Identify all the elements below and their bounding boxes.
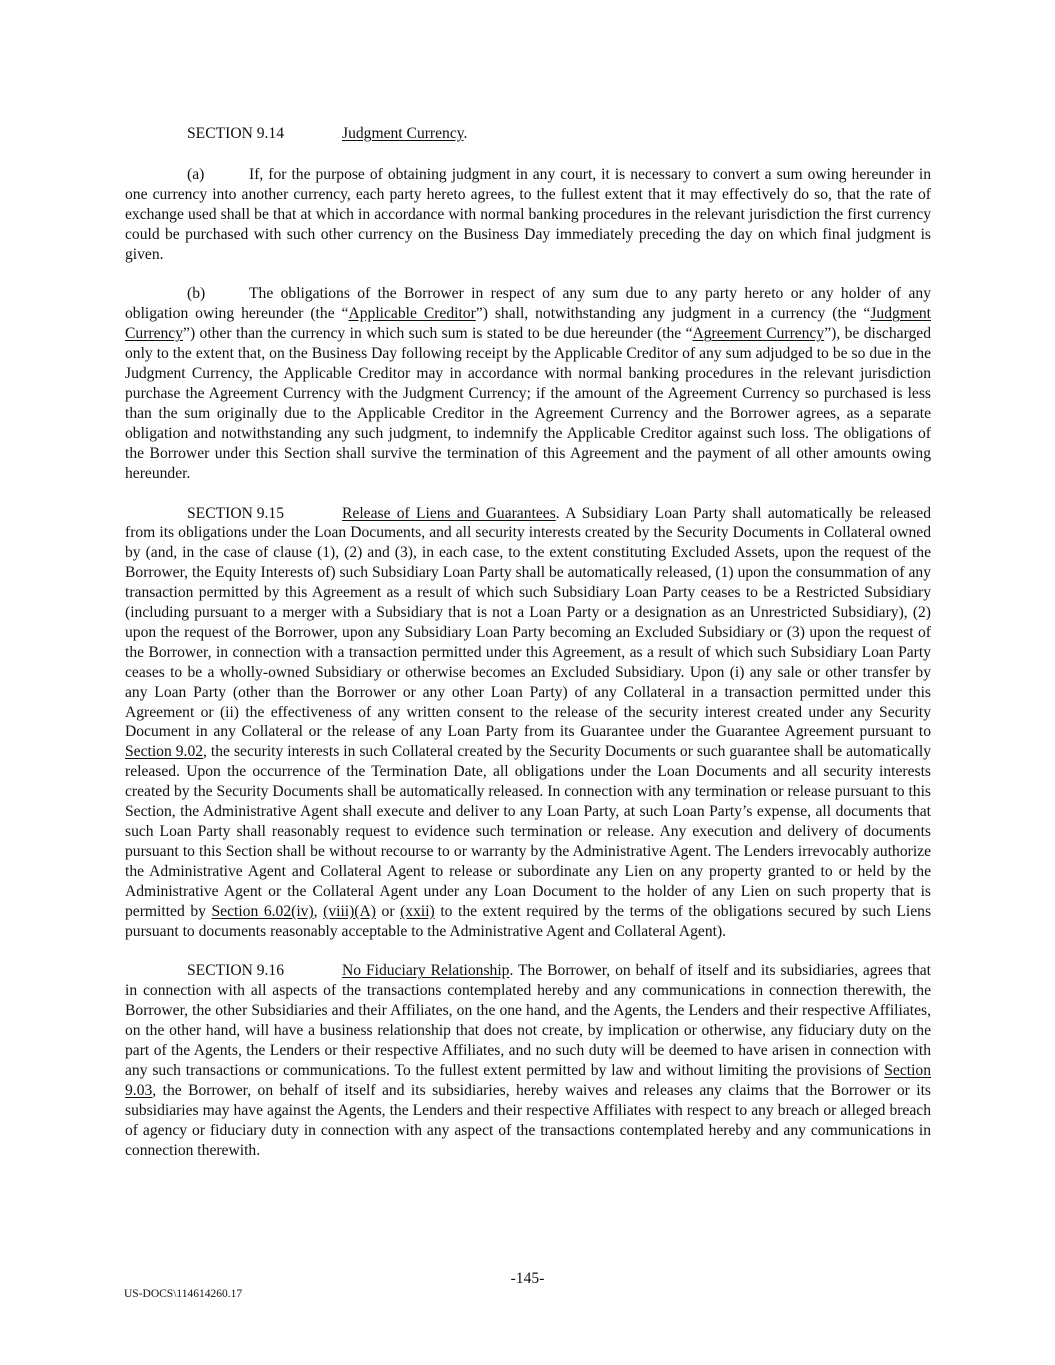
section-number: SECTION 9.16: [187, 962, 285, 980]
section-number: SECTION 9.14: [187, 125, 285, 142]
paragraph-text: If, for the purpose of obtaining judgment in any court, it is necessary to convert a sum owing hereunder in one currency into another currency, each party hereto agrees, to the fullest extent that it may effectively do so, that the rate of exchange used shall be that at which in accordance with normal banking procedures in the relevant jurisdiction the first currency could be purchased with such other currency on the Business Day immediately preceding the day on which final judgment is given.: [125, 165, 931, 263]
section-title: Judgment Currency: [342, 125, 464, 142]
cross-reference: (viii)(A): [323, 902, 376, 920]
page-number: -145-: [510, 1270, 545, 1287]
cross-reference: Section 9.03: [125, 1061, 931, 1099]
cross-reference: Section 6.02(iv): [211, 902, 314, 920]
defined-term: Applicable Creditor: [348, 305, 476, 323]
section-9-14-heading: SECTION 9.14 Judgment Currency.: [187, 125, 468, 142]
section-number: SECTION 9.15: [187, 504, 285, 522]
document-page: [125, 124, 931, 1181]
section-9-15-paragraph: SECTION 9.15 Release of Liens and Guarantees. A Subsidiary Loan Party shall automatically be released from its obligations under the Loan Documents, and all security interests created by the Security Documents in Collateral owned by (and, in the case of clause (1), (2) and (3), in each case, to the extent constituting Excluded Assets, upon the request of the Borrower, the Equity Interests of) such Subsidiary Loan Party shall be automatically released, (1) upon the consummation of any transaction permitted by this Agreement as a result of which such Subsidiary Loan Party ceases to be a Restricted Subsidiary (including pursuant to a merger with a Subsidiary that is not a Loan Party or a designation as an Unrestricted Subsidiary), (2) upon the request of the Borrower, upon any Subsidiary Loan Party becoming an Excluded Subsidiary or (3) upon the request of the Borrower, in connection with a transaction permitted under this Agreement, as a result of which such Subsidiary Loan Party ceases to be a wholly-owned Subsidiary or otherwise becomes an Excluded Subsidiary. Upon (i) any sale or other transfer by any Loan Party (other than the Borrower or any other Loan Party) of any Collateral in a transaction permitted under this Agreement or (ii) the effectiveness of any written consent to the release of the security interest created under any Security Document in any Collateral or the release of any Loan Party from its Guarantee under the Guarantee Agreement pursuant to Section 9.02, the security interests in such Collateral created by the Security Documents or such guarantee shall be automatically released. Upon the occurrence of the Termination Date, all obligations under the Loan Documents and all security interests created by the Security Documents shall be automatically released. In connection with any termination or release pursuant to this Section, the Administrative Agent shall execute and deliver to any Loan Party, at such Loan Party’s expense, all documents that such Loan Party shall reasonably request to evidence such termination or release. Any execution and delivery of documents pursuant to this Section shall be without recourse to or warranty by the Administrative Agent. The Lenders irrevocably authorize the Administrative Agent and Collateral Agent to release or subordinate any Lien on any property granted to or held by the Administrative Agent or the Collateral Agent under any Loan Document to the holder of any Lien on such property that is permitted by Section 6.02(iv), (viii)(A) or (xxii) to the extent required by the terms of the obligations secured by such Liens pursuant to documents reasonably acceptable to the Administrative Agent and Collateral Agent).: [125, 504, 932, 940]
document-id: US-DOCS\114614260.17: [124, 1288, 243, 1300]
section-title: No Fiduciary Relationship: [342, 962, 510, 980]
defined-term: Agreement Currency: [692, 325, 825, 343]
section-9-14-paragraph-a: [125, 165, 931, 265]
section-9-14-paragraph-b: (b) The obligations of the Borrower in respect of any sum due to any party hereto or any holder of any obligation owing hereunder (the “Applicable Creditor”) shall, notwithstanding any judgment in a currency (the “Judgment Currency”) other than the currency in which such sum is stated to be due hereunder (the “Agreement Currency”), be discharged only to the extent that, on the Business Day following receipt by the Applicable Creditor of any sum adjudged to be so due in the Judgment Currency, the Applicable Creditor may in accordance with normal banking procedures in the relevant jurisdiction purchase the Agreement Currency with the Judgment Currency; if the amount of the Agreement Currency so purchased is less than the sum originally due to the Applicable Creditor in the Agreement Currency and the Borrower agrees, as a separate obligation and notwithstanding any such judgment, to indemnify the Applicable Creditor against such loss. The obligations of the Borrower under this Section shall survive the termination of this Agreement and the payment of all other amounts owing hereunder.: [125, 285, 931, 482]
section-title: Release of Liens and Guarantees: [342, 504, 556, 522]
section-9-16-paragraph: SECTION 9.16 No Fiduciary Relationship. The Borrower, on behalf of itself and its subsidiaries, agrees that in connection with all aspects of the transactions contemplated hereby and any communications in connection therewith, the Borrower, the other Subsidiaries and their Affiliates, on the one hand, and the Agents, the Lenders and their respective Affiliates, on the other hand, will have a business relationship that does not create, by implication or otherwise, any fiduciary duty on the part of the Agents, the Lenders or their respective Affiliates, and no such duty will be deemed to have arisen in connection with any such transactions or communications. To the fullest extent permitted by law and without limiting the provisions of Section 9.03, the Borrower, on behalf of itself and its subsidiaries, hereby waives and releases any claims that the Borrower or its subsidiaries may have against the Agents, the Lenders and their respective Affiliates with respect to any breach or alleged breach of agency or fiduciary duty in connection with any aspect of the transactions contemplated hereby and any communications in connection therewith.: [125, 962, 931, 1159]
paragraph-label: (b): [187, 285, 206, 303]
paragraph-label: (a): [187, 165, 205, 183]
cross-reference: Section 9.02: [125, 743, 204, 761]
defined-term: Judgment Currency: [125, 305, 931, 343]
cross-reference: (xxii): [400, 902, 435, 920]
